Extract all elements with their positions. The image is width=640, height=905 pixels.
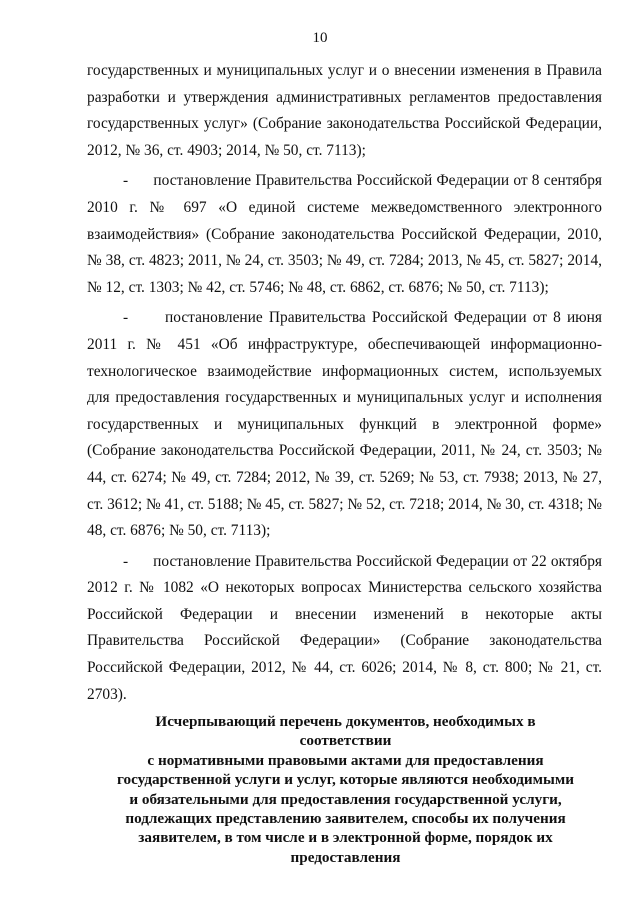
heading-line: государственной услуги и услуг, которые являются необходимыми	[117, 771, 574, 789]
page-number: 10	[312, 30, 328, 46]
paragraph-continuation: государственных и муниципальных услуг и о внесении изменения в Правила разработки и утверждения административных регламентов предоставления государственных услуг» (Собрание законодательства Российской Федерации, 2012, № 36, ст. 4903; 2014, № 50, ст. 7113);	[87, 62, 602, 159]
list-item-resolution-1082: - постановление Правительства Российской Федерации от 22 октября 2012 г. № 1082 «О некоторых вопросах Министерства сельского хозяйства Российской Федерации и внесении изменений в некоторые акты Правительства Российской Федерации» (Собрание законодательства Российской Федерации, 2012, № 44, ст. 6026; 2014, № 8, ст. 800; № 21, ст. 2703).	[87, 552, 602, 703]
document-body	[87, 58, 602, 708]
list-item-resolution-697: - постановление Правительства Российской Федерации от 8 сентября 2010 г. № 697 «О единой системе межведомственного электронного взаимодействия» (Собрание законодательства Российской Федерации, 2010, № 38, ст. 4823; 2011, № 24, ст. 3503; № 49, ст. 7284; 2013, № 45, ст. 5827; 2014, № 12, ст. 1303; № 42, ст. 5746; № 48, ст. 6862, ст. 6876; № 50, ст. 7113);	[87, 172, 602, 296]
heading-line: заявителем, в том числе и в электронной форме, порядок их	[138, 829, 553, 847]
heading-line: с нормативными правовыми актами для предоставления	[147, 751, 544, 769]
heading-line: и обязательными для предоставления государственной услуги,	[129, 790, 562, 808]
heading-line: Исчерпывающий перечень документов, необходимых в соответствии	[155, 713, 536, 750]
list-item-resolution-451: - постановление Правительства Российской Федерации от 8 июня 2011 г. № 451 «Об инфраструктуре, обеспечивающей информационно-технологическое взаимодействие информационных систем, используемых для предоставления государственных и муниципальных услуг и исполнения государственных и муниципальных функций в электронной форме» (Собрание законодательства Российской Федерации, 2011, № 24, ст. 3503; № 44, ст. 6274; № 49, ст. 7284; 2012, № 39, ст. 5269; № 53, ст. 7938; 2013, № 27, ст. 3612; № 41, ст. 5188; № 45, ст. 5827; № 52, ст. 7218; 2014, № 30, ст. 4318; № 48, ст. 6876; № 50, ст. 7113);	[87, 309, 602, 540]
heading-line: предоставления	[290, 848, 401, 866]
heading-line: подлежащих представлению заявителем, способы их получения	[125, 810, 566, 828]
section-heading	[108, 712, 583, 867]
